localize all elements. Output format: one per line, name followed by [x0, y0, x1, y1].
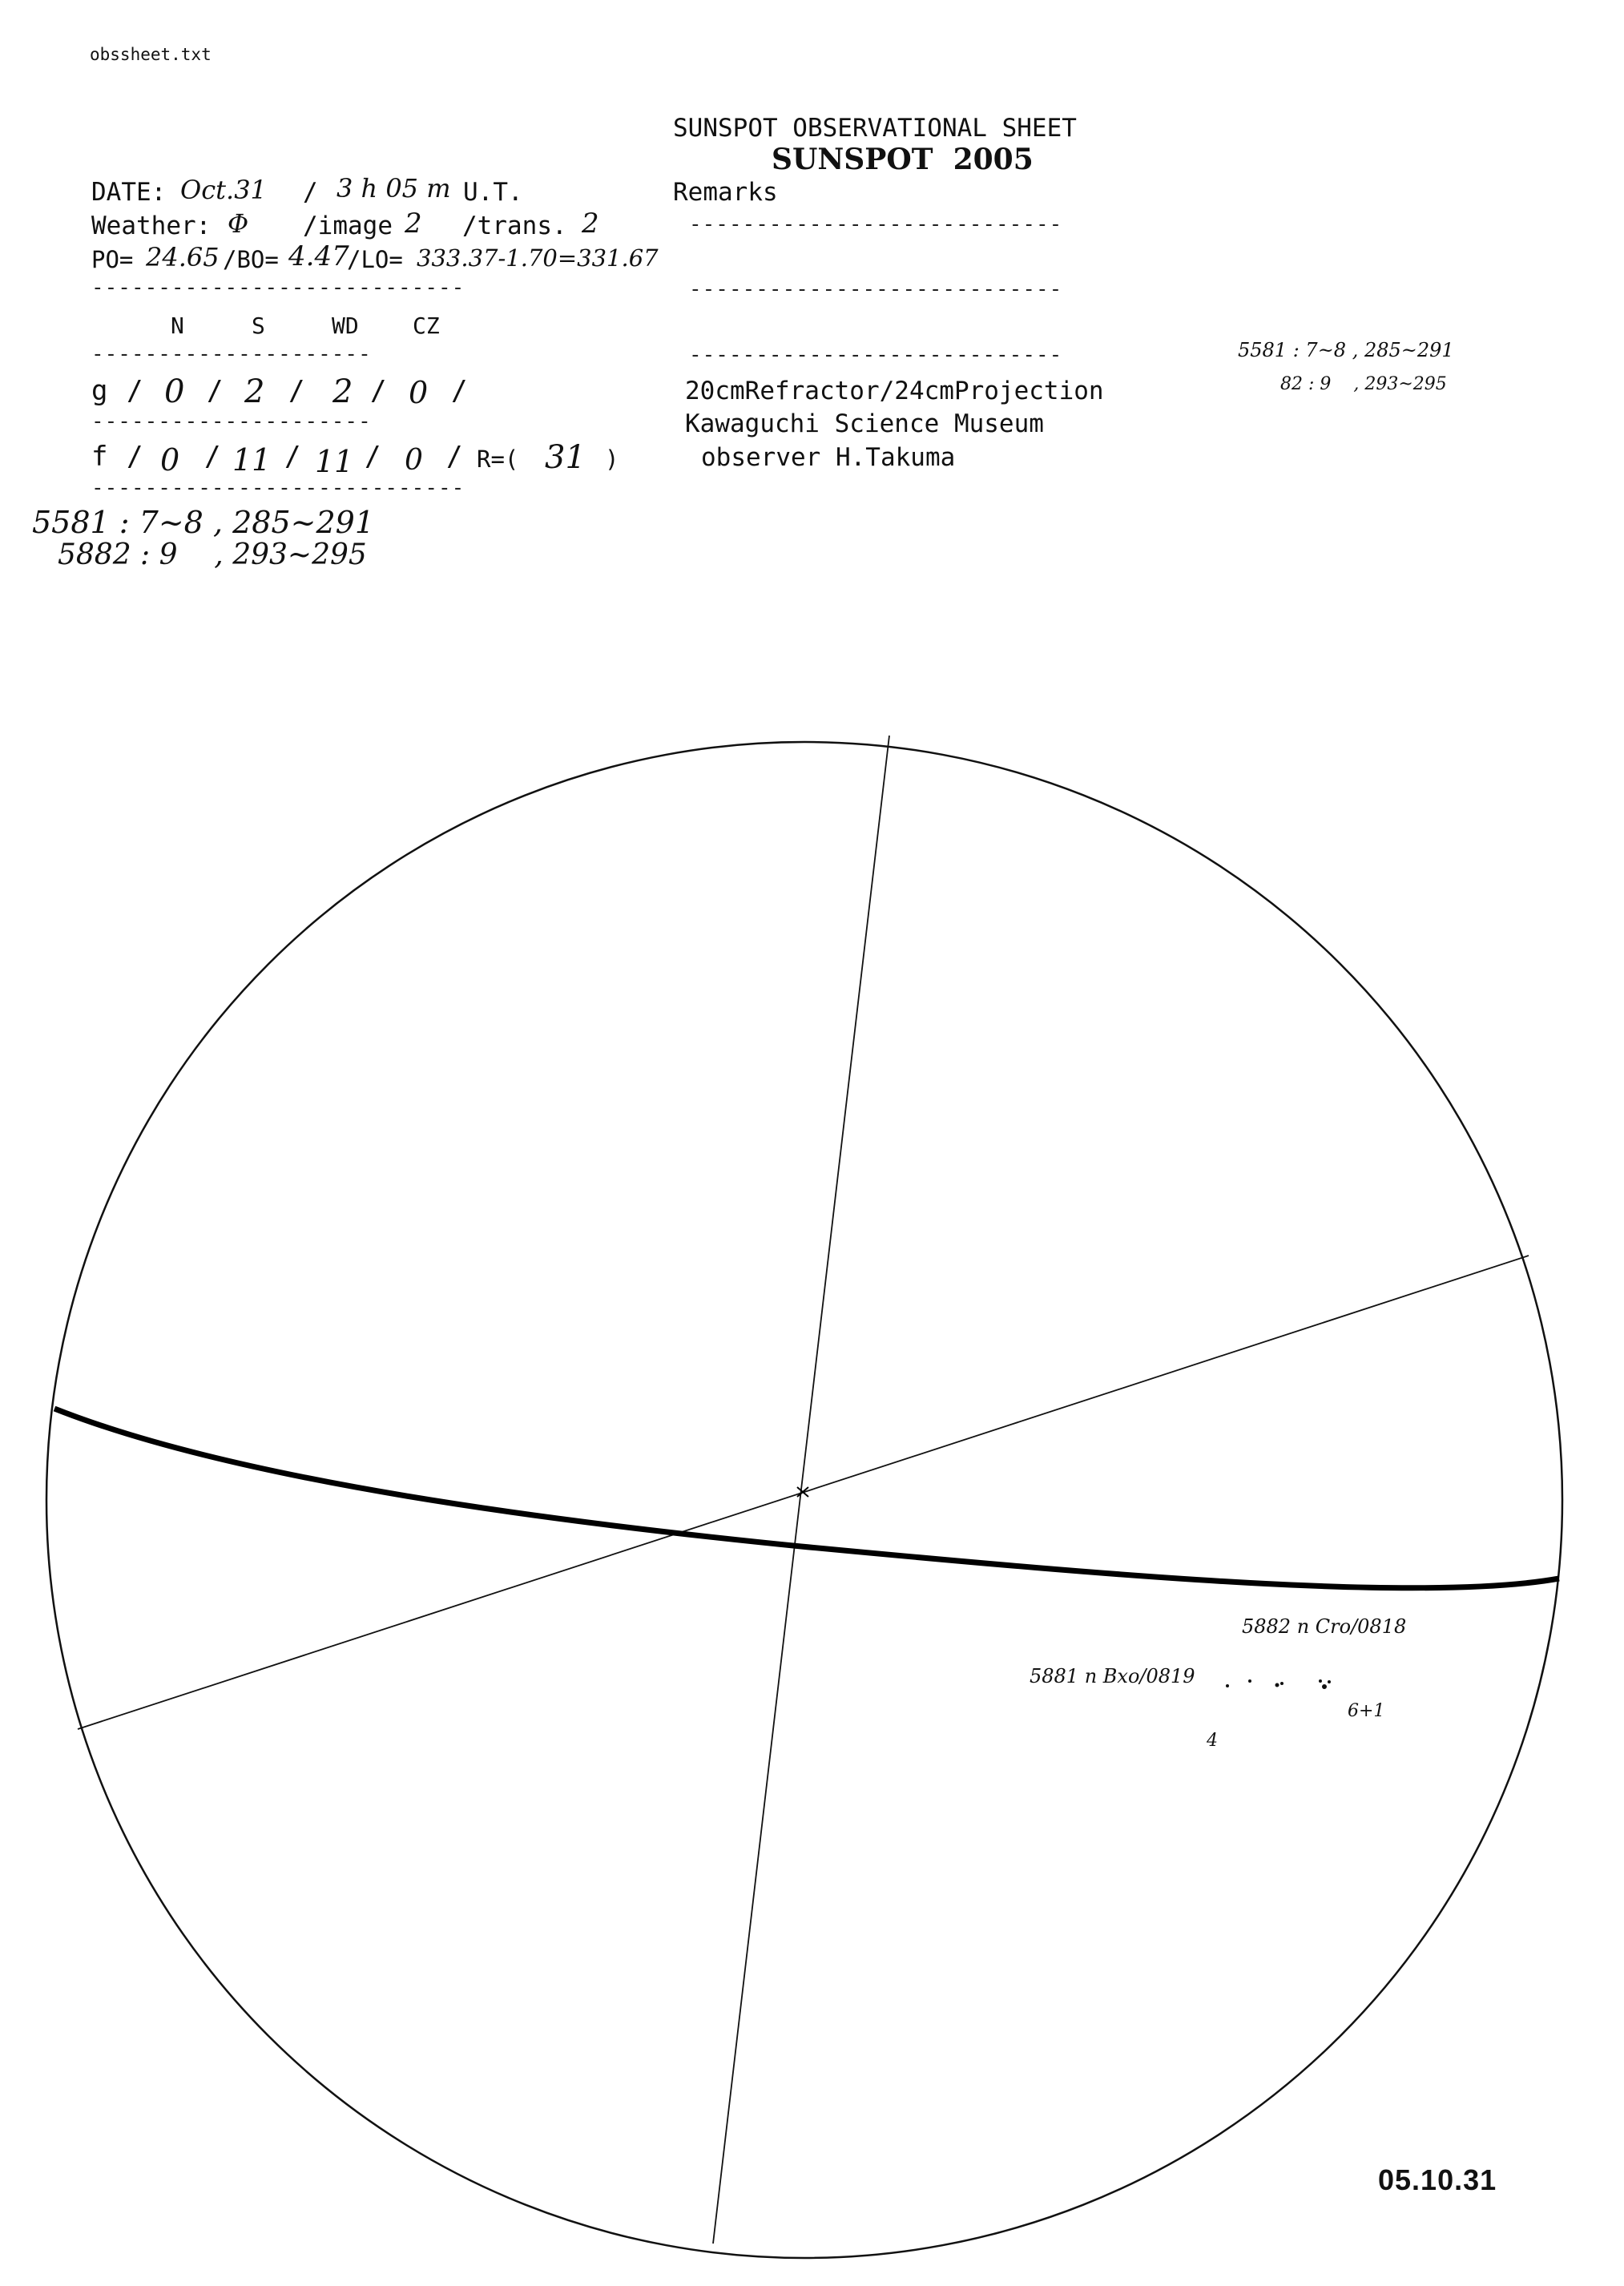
trans-label: /trans. — [462, 212, 567, 240]
row-slash: / — [288, 375, 305, 407]
spot-group-note: 5881 n Bxo/0819 — [1030, 1665, 1195, 1687]
museum-text: Kawaguchi Science Museum — [685, 409, 1044, 438]
bo-value: 4.47 — [288, 240, 349, 272]
r-label: R=( — [477, 446, 519, 473]
date-value: Oct.31 — [180, 175, 267, 205]
remarks-line: ---------------------------- — [689, 212, 1063, 236]
sunspot-dot — [1248, 1679, 1251, 1683]
po-label: PO= — [91, 246, 134, 273]
g-row-label: g — [91, 375, 108, 407]
file-label: obssheet.txt — [90, 45, 212, 64]
date-label: DATE: — [91, 178, 167, 207]
sunspot-dot — [1280, 1682, 1283, 1685]
table-divider: --------------------- — [91, 409, 372, 433]
sheet-title: SUNSPOT OBSERVATIONAL SHEET — [673, 114, 1077, 143]
g-value-wd: 2 — [332, 373, 353, 410]
right-note-line1: 5581 : 7~8 , 285~291 — [1238, 339, 1454, 361]
image-label: /image — [303, 212, 393, 240]
header-wd: WD — [332, 312, 359, 339]
bo-label: /BO= — [223, 246, 279, 273]
remarks-line: ---------------------------- — [689, 343, 1063, 367]
sheet-subtitle: SUNSPOT 2005 — [772, 143, 1034, 176]
header-n: N — [171, 312, 184, 339]
date-separator: / — [303, 178, 318, 207]
lo-label: /LO= — [347, 246, 403, 273]
f-value-n: 0 — [160, 442, 180, 478]
weather-value: Φ — [228, 208, 249, 239]
g-value-s: 2 — [244, 373, 265, 410]
row-slash: / — [370, 375, 387, 407]
sunspot-dot — [1328, 1680, 1331, 1683]
sunspot-marks — [1226, 1679, 1331, 1689]
header-s: S — [252, 312, 265, 339]
lo-value: 333.37-1.70=331.67 — [417, 244, 659, 272]
row-slash: / — [127, 375, 143, 407]
row-slash: / — [446, 441, 463, 473]
r-value: 31 — [545, 439, 586, 476]
g-value-n: 0 — [164, 373, 185, 410]
table-divider: ---------------------------- — [91, 276, 465, 300]
po-value: 24.65 — [146, 242, 220, 272]
spot-count-note: 4 — [1207, 1731, 1218, 1751]
sunspot-dot — [1226, 1684, 1229, 1687]
sunspot-dot — [1322, 1684, 1327, 1689]
f-value-s: 11 — [232, 442, 272, 478]
sunspot-dot — [1275, 1683, 1279, 1687]
remarks-label: Remarks — [673, 178, 778, 207]
g-value-cz: 0 — [409, 375, 429, 410]
observer-text: observer H.Takuma — [701, 443, 956, 472]
time-value: 3 h 05 m — [336, 173, 451, 204]
ut-label: U.T. — [463, 178, 523, 207]
row-slash: / — [127, 441, 143, 473]
spot-count-note: 6+1 — [1348, 1701, 1385, 1721]
left-note-line1: 5581 : 7~8 , 285~291 — [32, 505, 374, 540]
right-note-line2: 82 : 9 , 293~295 — [1280, 374, 1447, 394]
date-stamp: 05.10.31 — [1378, 2163, 1497, 2196]
left-note-line2: 5882 : 9 , 293~295 — [58, 538, 367, 571]
f-row-label: f — [91, 441, 108, 473]
f-value-wd: 11 — [315, 444, 354, 479]
row-slash: / — [204, 441, 221, 473]
table-divider: --------------------- — [91, 342, 372, 366]
remarks-line: ---------------------------- — [689, 277, 1063, 301]
header-cz: CZ — [413, 312, 440, 339]
table-divider: ---------------------------- — [91, 476, 465, 500]
r-close: ) — [605, 446, 619, 473]
weather-label: Weather: — [91, 212, 212, 240]
row-slash: / — [284, 441, 301, 473]
solar-disk-outline — [46, 742, 1562, 2258]
instrument-text: 20cmRefractor/24cmProjection — [685, 377, 1104, 405]
image-value: 2 — [405, 208, 422, 240]
row-slash: / — [207, 375, 224, 407]
f-value-cz: 0 — [405, 444, 423, 477]
spot-group-note: 5882 n Cro/0818 — [1242, 1615, 1407, 1638]
sunspot-dot — [1319, 1679, 1322, 1683]
trans-value: 2 — [582, 208, 599, 240]
row-slash: / — [451, 375, 468, 407]
row-slash: / — [365, 441, 381, 473]
